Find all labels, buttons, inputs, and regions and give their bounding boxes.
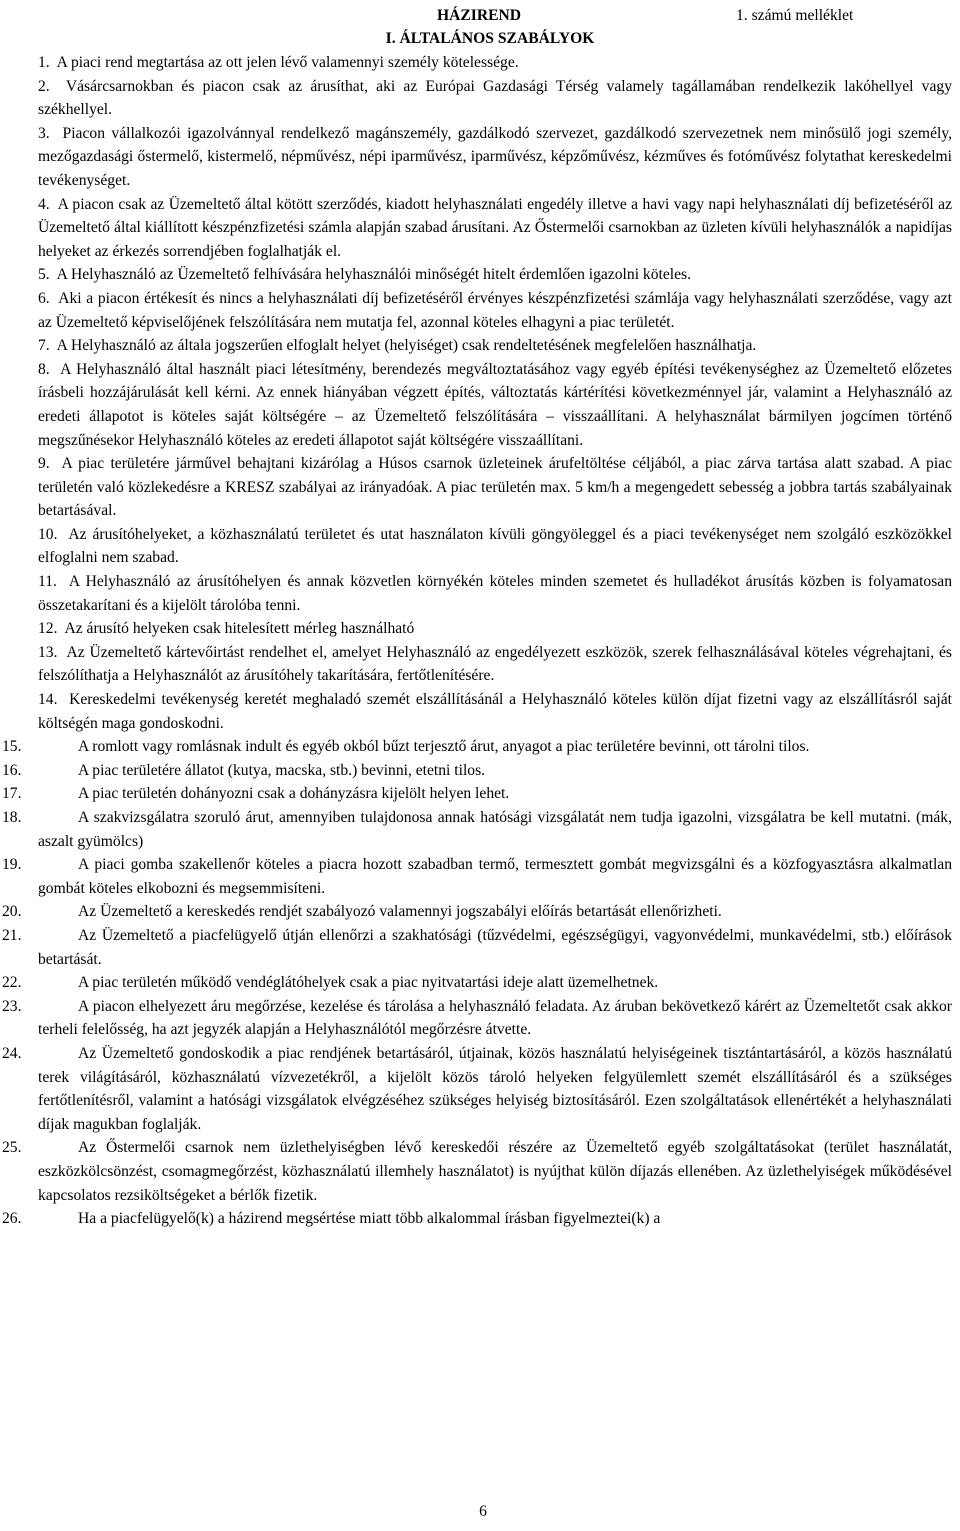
rule-number: 25.	[2, 1139, 22, 1157]
rule-number: 17.	[2, 785, 22, 803]
rule-text: A piacon csak az Üzemeltető által kötött szerződés, kiadott helyhasználati engedély illetve a havi vagy napi helyhasználati díj befizetéséről az Üzemeltető által kiállított készpénzfizetési számla alapján szabad árusítani. Az Őstermelői csarnokban az üzleten kívüli helyhasználók a napidíjas helyeket az érkezés sorrendjében foglalhatják el.	[38, 195, 952, 260]
rule-number: 23.	[2, 997, 22, 1015]
rule-text: Az Üzemeltető kártevőirtást rendelhet el, amelyet Helyhasználó az engedélyezett eszközök, szerek felhasználásával köteles végrehajtani, és felszólíthatja a Helyhasználót az árusítóhely takarítására, fertőtlenítésére.	[38, 643, 953, 685]
rule-item	[0, 971, 960, 995]
rule-item	[0, 782, 960, 806]
page-number: 6	[479, 1503, 487, 1520]
rule-item	[0, 1042, 960, 1136]
rule-text: Piacon vállalkozói igazolvánnyal rendelkező magánszemély, gazdálkodó szervezet, gazdálkodó szervezetnek nem minősülő jogi személy, mezőgazdasági őstermelő, kistermelő, népművész, népi iparművész, iparművész, képzőművész, kézműves és fotóművész folytathat kereskedelmi tevékenységet.	[38, 124, 953, 189]
rule-item	[0, 735, 960, 759]
rule-item	[0, 641, 960, 688]
document-header	[0, 4, 960, 28]
rule-text: A Helyhasználó az árusítóhelyen és annak közvetlen környékén köteles minden szemetet és hulladékot árusítás közben is folyamatosan összetakarítani és a kijelölt tárolóba tenni.	[38, 573, 953, 614]
rule-number: 6.	[38, 289, 50, 307]
rule-text: A piac területén működő vendéglátóhelyek csak a piac nyitvatartási ideje alatt üzemelhetnek.	[78, 974, 659, 992]
rule-number: 22.	[2, 974, 22, 992]
rule-number: 1.	[38, 54, 50, 71]
rule-text: A Helyhasználó az Üzemeltető felhívására helyhasználói minőségét hitelt érdemlően igazolni köteles.	[56, 266, 691, 284]
rule-text: A piac területére állatot (kutya, macska, stb.) bevinni, etetni tilos.	[78, 761, 486, 779]
rule-text: A piacon elhelyezett áru megőrzése, kezelése és tárolása a helyhasználó feladata. Az áruban bekövetkező kárért az Üzemeltetőt csak akkor terheli felelősség, ha azt jegyzék alapján a Helyhasználótól megőrzésre átvette.	[38, 997, 952, 1039]
section-title: I. ÁLTALÁNOS SZABÁLYOK	[385, 30, 595, 47]
rule-item	[0, 358, 960, 452]
rule-item	[0, 122, 960, 193]
rule-text: Kereskedelmi tevékenység keretét meghaladó szemét elszállításánál a Helyhasználó köteles külön díjat fizetni vagy az elszállításról saját költségén maga gondoskodni.	[38, 691, 952, 732]
rule-text: A romlott vagy romlásnak indult és egyéb okból bűzt terjesztő árut, anyagot a piac területére bevinni, ott tárolni tilos.	[78, 738, 810, 756]
rule-item	[0, 995, 960, 1042]
rule-text: A Helyhasználó az általa jogszerűen elfoglalt helyet (helyiséget) csak rendeltetésének megfelelően használhatja.	[56, 337, 757, 355]
rule-item	[0, 617, 960, 641]
rule-number: 3.	[38, 124, 50, 142]
rule-text: A piac területére járművel behajtani kizárólag a Húsos csarnok üzleteinek árufeltöltése céljából, a piac zárva tartása alatt szabad. A piac területén való közlekedésre a KRESZ szabályai az irányadóak. A piac területén max. 5 km/h a megengedett sebesség a jobbra tartás szabályainak betartásával.	[38, 455, 952, 520]
rule-item	[0, 1207, 960, 1231]
rule-item	[0, 853, 960, 900]
rule-number: 21.	[2, 926, 22, 944]
rule-number: 8.	[38, 360, 50, 378]
rule-text: Az Üzemeltető a kereskedés rendjét szabályozó valamennyi jogszabályi előírás betartását ellenőrizheti.	[78, 903, 722, 921]
rule-text: Aki a piacon értékesít és nincs a helyhasználati díj befizetéséről érvényes készpénzfizetési számlája vagy helyhasználati szerződése, vagy azt az Üzemeltető képviselőjének felszólítására nem mutatja fel, azonnal köteles elhagyni a piac területét.	[38, 289, 952, 331]
rule-item	[0, 570, 960, 617]
rule-text: A piac területén dohányozni csak a dohányzásra kijelölt helyen lehet.	[78, 785, 510, 803]
rule-item	[0, 334, 960, 358]
rules-list	[0, 51, 960, 1231]
rule-text: Vásárcsarnokban és piacon csak az árusíthat, aki az Európai Gazdasági Térség valamely tagállamában rendelkezik lakóhellyel vagy székhellyel.	[38, 77, 952, 119]
rule-number: 11.	[38, 573, 57, 591]
rule-number: 24.	[2, 1044, 22, 1062]
rule-item	[0, 452, 960, 523]
rule-number: 5.	[38, 266, 50, 284]
rule-number: 7.	[38, 337, 50, 355]
rule-item	[0, 759, 960, 783]
rule-item	[0, 51, 960, 75]
rule-item	[0, 806, 960, 853]
rule-text: Az Üzemeltető gondoskodik a piac rendjének betartásáról, útjainak, közös használatú helyiségeinek tisztántartásáról, a közös használatú terek világításáról, közhasználatú vízvezetékről, a kijelölt közös tároló helyeken felgyülemlett szemét elszállításáról és a szükséges fertőtlenítésről, valamint a hatósági vizsgálatok elvégzéséhez szükséges helyiség biztosításáról. Ezen szolgáltatások ellenértékét a helyhasználati díjak magukban foglalják.	[38, 1044, 952, 1133]
rule-item	[0, 263, 960, 287]
rule-item	[0, 924, 960, 971]
rule-text: Az árusítóhelyeket, a közhasználatú területet és utat használaton kívüli göngyöleggel és a piaci tevékenységet nem szolgáló eszközökkel elfoglalni nem szabad.	[38, 525, 953, 567]
rule-number: 4.	[38, 195, 50, 213]
rule-item	[0, 287, 960, 334]
rule-item	[0, 1136, 960, 1207]
rule-number: 26.	[2, 1210, 22, 1228]
rule-item	[0, 523, 960, 570]
rule-number: 13.	[38, 643, 58, 661]
rule-number: 16.	[2, 761, 22, 779]
rule-number: 19.	[2, 856, 22, 874]
rule-text: Az Őstermelői csarnok nem üzlethelyiségben lévő kereskedői részére az Üzemeltető egyéb szolgáltatásokat (terület használatát, eszközkölcsönzést, csomagmegőrzést, közhasználatú illemhely használatot) is nyújthat külön díjazás ellenében. Az üzlethelyiségek működésével kapcsolatos rezsiköltségeket a bérlők fizetik.	[38, 1139, 952, 1204]
rule-item	[0, 900, 960, 924]
rule-number: 14.	[38, 691, 58, 709]
rule-item	[0, 75, 960, 122]
rule-number: 15.	[2, 738, 22, 756]
rule-number: 2.	[38, 77, 50, 95]
rule-text: A piaci gomba szakellenőr köteles a piacra hozott szabadban termő, termesztett gombát megvizsgálni és a közfogyasztásra alkalmatlan gombát köteles elkobozni és megsemmisíteni.	[38, 856, 952, 897]
rule-text: Az árusító helyeken csak hitelesített mérleg használható	[64, 620, 415, 638]
rule-text: Az Üzemeltető a piacfelügyelő útján ellenőrzi a szakhatósági (tűzvédelmi, egészségügyi, vagyonvédelmi, munkavédelmi, stb.) előírások betartását.	[38, 926, 952, 968]
rule-text: Ha a piacfelügyelő(k) a házirend megsértése miatt több alkalommal írásban figyelmeztei(k) a	[78, 1210, 661, 1228]
rule-number: 20.	[2, 903, 22, 921]
rule-item	[0, 688, 960, 735]
rule-item	[0, 193, 960, 264]
rule-number: 9.	[38, 455, 50, 473]
annex-label: 1. számú melléklet	[736, 7, 854, 24]
rule-text: A szakvizsgálatra szoruló árut, amennyiben tulajdonosa annak hatósági vizsgálatát nem tudja igazolni, vizsgálatra be kell mutatni. (mák, aszalt gyümölcs)	[38, 809, 952, 850]
rule-number: 18.	[2, 809, 22, 826]
rule-number: 10.	[38, 525, 58, 543]
document-title: HÁZIREND	[437, 7, 522, 24]
rule-number: 12.	[38, 620, 58, 638]
rule-text: A Helyhasználó által használt piaci létesítmény, berendezés megváltoztatásához vagy egyéb építési tevékenységhez az Üzemeltető előzetes írásbeli hozzájárulását kell kérni. Az ennek hiányában végzett építés, változtatás kártérítési következménnyel jár, valamint a Helyhasználó az eredeti állapotot is köteles saját költségére – az Üzemeltető felszólítására – visszaállítani. A helyhasználat bármilyen jogcímen történő megszűnésekor Helyhasználó köteles az eredeti állapotot saját költségére visszaállítani.	[38, 360, 953, 449]
rule-text: A piaci rend megtartása az ott jelen lévő valamennyi személy kötelessége.	[56, 54, 519, 71]
